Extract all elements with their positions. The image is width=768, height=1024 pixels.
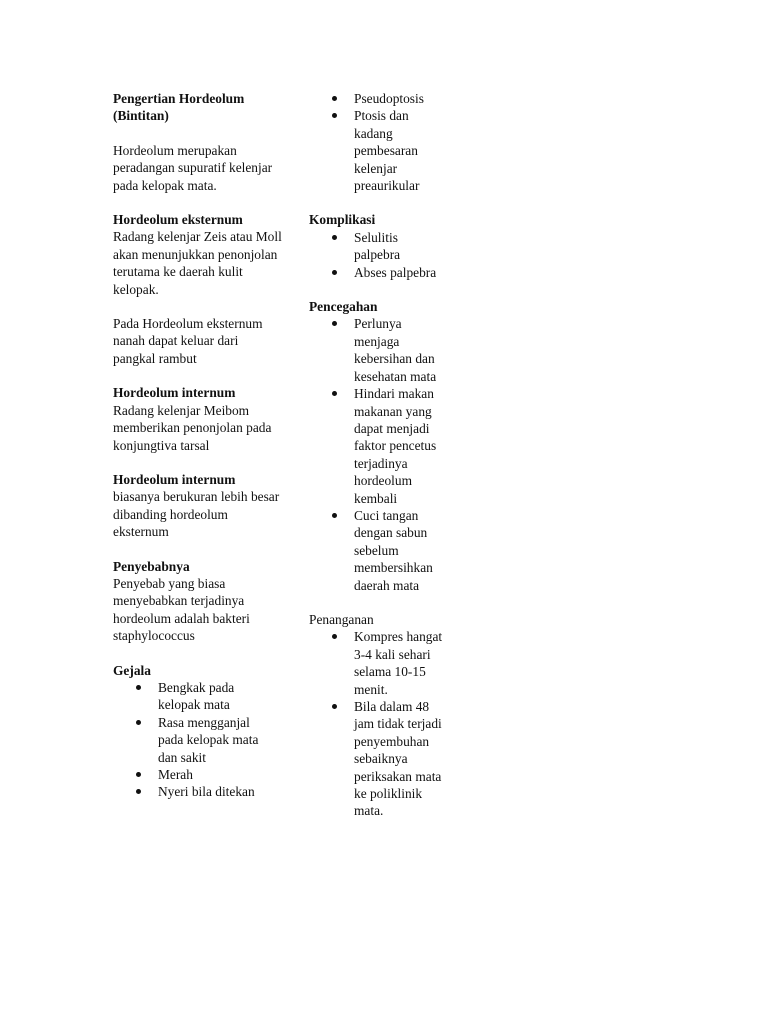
symptom-continued-list [309,90,444,194]
complication-heading: Komplikasi [309,212,376,228]
internal-size-block [113,471,283,541]
treatment-item: Kompres hangat 3-4 kali sehari selama 10-15 menit. [354,629,443,697]
symptom-list [113,679,276,801]
symptom-item: Rasa mengganjal pada kelopak mata dan sakit [158,714,276,766]
external-pus-block [113,315,283,367]
title-block [113,90,283,125]
symptom-block [113,662,283,801]
external-block [113,211,283,298]
prevention-block [309,298,469,594]
symptom-item: Bengkak pada kelopak mata [158,679,276,714]
complication-item: Abses palpebra [354,264,444,281]
page-title: Pengertian Hordeolum (Bintitan) [113,91,245,124]
treatment-heading: Penanganan [309,611,374,627]
right-column [309,90,469,837]
internal-block [113,384,283,454]
internal-size-text: biasanya berukuran lebih besar dibanding hordeolum eksternum [113,489,280,540]
complication-block [309,211,469,281]
external-pus-text: Pada Hordeolum eksternum nanah dapat keluar dari pangkal rambut [113,316,263,366]
internal-heading: Hordeolum internum [113,385,236,401]
complication-list [309,229,444,281]
symptom-item: Nyeri bila ditekan [158,783,276,800]
external-heading: Hordeolum eksternum [113,212,243,228]
prevention-item: Perlunya menjaga kebersihan dan kesehatan mata [354,315,444,385]
external-text: Radang kelenjar Zeis atau Moll akan menunjukkan penonjolan terutama ke daerah kulit kelopak. [113,229,282,297]
symptom-item: Merah [158,766,276,783]
prevention-list [309,315,444,594]
cause-heading: Penyebabnya [113,558,190,574]
cause-text: Penyebab yang biasa menyebabkan terjadinya hordeolum adalah bakteri staphylococcus [113,575,250,644]
internal-size-heading: Hordeolum internum [113,471,236,487]
symptom-continued-block [309,90,469,194]
left-column [113,90,283,818]
symptom-item: Pseudoptosis [354,90,444,107]
prevention-item: Cuci tangan dengan sabun sebelum membersihkan daerah mata [354,507,444,594]
prevention-item: Hindari makan makanan yang dapat menjadi faktor pencetus terjadinya hordeolum kembali [354,385,444,507]
cause-block [113,558,283,645]
treatment-item: Bila dalam 48 jam tidak terjadi penyembuhan sebaiknya periksakan mata ke poliklinik mata. [354,698,444,820]
symptom-item: Ptosis dan kadang pembesaran kelenjar preaurikular [354,107,444,194]
treatment-block [309,611,469,820]
internal-text: Radang kelenjar Meibom memberikan penonjolan pada konjungtiva tarsal [113,402,272,453]
definition-block [113,142,283,194]
definition-text: Hordeolum merupakan peradangan supuratif kelenjar pada kelopak mata. [113,142,273,193]
complication-item: Selulitis palpebra [354,229,444,264]
treatment-list [309,628,444,819]
prevention-heading: Pencegahan [309,299,378,315]
symptom-heading: Gejala [113,662,151,678]
